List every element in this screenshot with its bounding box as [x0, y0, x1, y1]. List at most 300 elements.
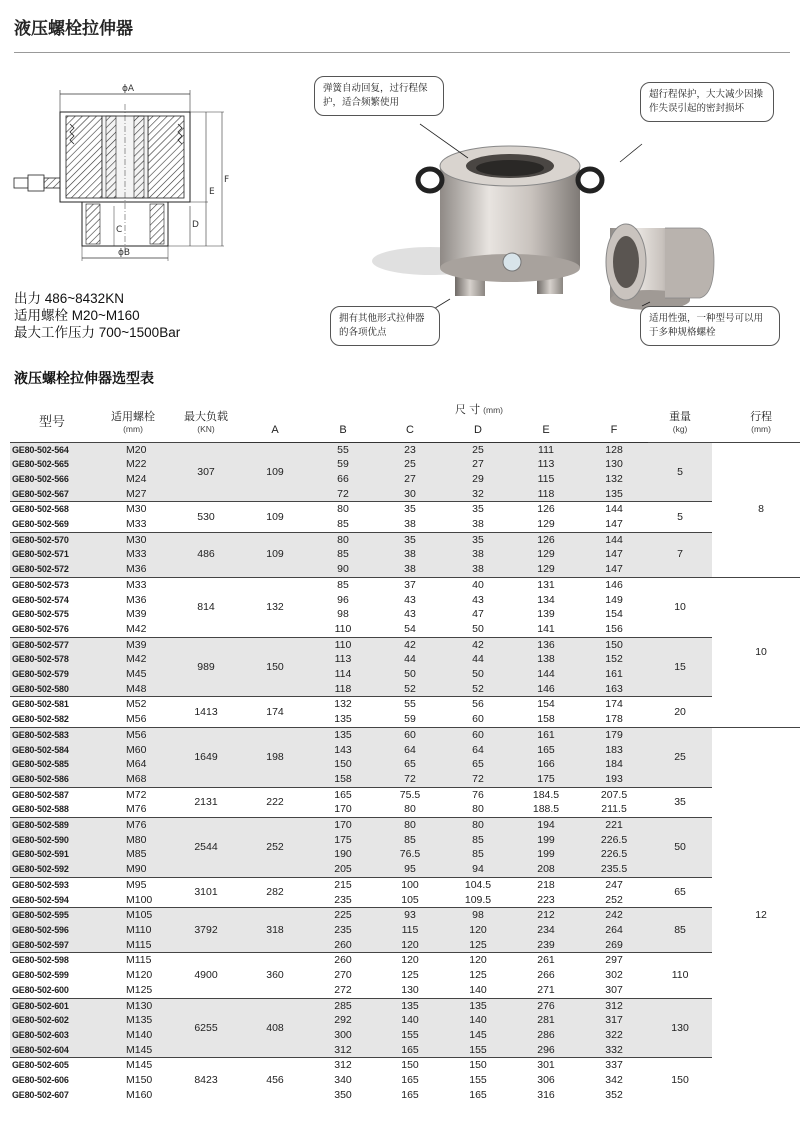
title-divider — [14, 52, 790, 53]
cell-f: 193 — [580, 772, 648, 787]
cell-f: 147 — [580, 547, 648, 562]
cell-b: 260 — [310, 953, 376, 968]
cell-stroke: 8 — [712, 442, 800, 577]
cell-model: GE80-502-598 — [10, 953, 94, 968]
cell-e: 141 — [537, 622, 555, 635]
cell-e: 146 — [512, 682, 580, 697]
cell-e: 212 — [512, 908, 580, 923]
cell-e: 306 — [537, 1074, 555, 1087]
cell-f: 226.5 — [580, 847, 648, 862]
table-row — [10, 998, 800, 1013]
cell-bolt: M27 — [94, 487, 172, 502]
cell-d: 60 — [444, 727, 512, 742]
cell-b: 170 — [310, 818, 376, 833]
cell-f: 144 — [580, 532, 648, 547]
cell-load: 3101 — [172, 877, 240, 907]
cell-bolt: M72 — [94, 787, 172, 802]
cell-model: GE80-502-576 — [12, 623, 69, 634]
cell-model: GE80-502-574 — [12, 594, 69, 605]
cell-c: 55 — [376, 697, 444, 712]
cell-f: 184 — [580, 757, 648, 772]
cell-weight: 35 — [648, 787, 712, 817]
cell-b: 235 — [334, 893, 352, 906]
cell-c: 115 — [376, 923, 444, 938]
cell-bolt: M145 — [94, 1058, 172, 1073]
cell-e: 199 — [512, 833, 580, 848]
cell-d: 98 — [444, 908, 512, 923]
cell-weight: 7 — [648, 532, 712, 577]
cell-f: 179 — [580, 727, 648, 742]
cell-bolt: M80 — [94, 833, 172, 848]
cell-b: 98 — [337, 608, 349, 621]
cell-d: 43 — [472, 593, 484, 606]
col-header-d: D — [444, 418, 512, 442]
cell-e: 175 — [512, 772, 580, 787]
cell-bolt: M42 — [94, 652, 172, 667]
cell-model: GE80-502-586 — [10, 772, 94, 787]
cell-bolt: M115 — [94, 953, 172, 968]
cell-bolt: M60 — [94, 743, 172, 758]
cell-a: 109 — [240, 502, 310, 532]
cell-f: 235.5 — [580, 862, 648, 877]
col-header-weight: 重量 (kg) — [669, 410, 692, 434]
cell-d: 125 — [469, 969, 487, 982]
cell-bolt: M56 — [126, 713, 147, 726]
cell-weight: 25 — [648, 727, 712, 787]
cell-c: 80 — [404, 803, 416, 816]
table-row — [10, 953, 800, 968]
selection-table-wrap — [10, 396, 790, 1102]
cell-model: GE80-502-573 — [10, 577, 94, 592]
cell-d: 125 — [444, 938, 512, 953]
cell-e: 115 — [512, 472, 580, 487]
col-header-stroke: 行程 (mm) — [750, 410, 773, 434]
cell-c: 150 — [376, 1058, 444, 1073]
cell-model: GE80-502-589 — [10, 818, 94, 833]
dim-label-f: F — [224, 175, 230, 185]
cell-a: 198 — [240, 727, 310, 787]
spec-list — [14, 290, 180, 341]
callout-spring-return: 弹簧自动回复，过行程保护，适合频繁使用 — [314, 76, 444, 116]
cell-bolt: M95 — [94, 877, 172, 892]
cell-f: 163 — [580, 682, 648, 697]
cell-f: 312 — [580, 998, 648, 1013]
callout-advantages: 拥有其他形式拉伸器的各项优点 — [330, 306, 440, 346]
cell-c: 43 — [404, 593, 416, 606]
cell-bolt: M24 — [94, 472, 172, 487]
cell-e: 199 — [512, 847, 580, 862]
col-header-b: B — [310, 418, 376, 442]
cell-b: 340 — [334, 1074, 352, 1087]
cell-b: 270 — [334, 969, 352, 982]
cell-e: 239 — [512, 938, 580, 953]
cell-e: 138 — [512, 652, 580, 667]
cell-f: 332 — [580, 1043, 648, 1058]
cell-b: 215 — [310, 877, 376, 892]
cell-b: 80 — [310, 532, 376, 547]
cell-load: 3792 — [172, 908, 240, 953]
cell-d: 42 — [444, 637, 512, 652]
cell-f: 269 — [580, 938, 648, 953]
cell-c: 72 — [376, 772, 444, 787]
cell-weight: 85 — [648, 908, 712, 953]
cell-e: 165 — [512, 743, 580, 758]
cell-load: 989 — [172, 637, 240, 697]
cell-e: 276 — [512, 998, 580, 1013]
cell-weight: 150 — [648, 1058, 712, 1103]
cell-b: 135 — [334, 713, 352, 726]
cell-c: 43 — [404, 608, 416, 621]
cell-c: 38 — [404, 518, 416, 531]
table-body — [10, 442, 800, 1102]
cell-b: 85 — [310, 577, 376, 592]
cell-load: 2131 — [172, 787, 240, 817]
cell-e: 129 — [537, 518, 555, 531]
cell-c: 65 — [376, 757, 444, 772]
cell-f: 128 — [580, 442, 648, 457]
cell-weight: 50 — [648, 818, 712, 878]
cell-f: 149 — [605, 593, 623, 606]
cell-d: 38 — [444, 562, 512, 577]
cell-f: 156 — [605, 622, 623, 635]
cell-f: 247 — [580, 877, 648, 892]
cell-f: 183 — [580, 743, 648, 758]
cell-model: GE80-502-578 — [10, 652, 94, 667]
cell-d: 32 — [444, 487, 512, 502]
cell-model: GE80-502-602 — [10, 1013, 94, 1028]
cell-f: 207.5 — [580, 787, 648, 802]
cell-e: 154 — [512, 697, 580, 712]
cell-b: 85 — [310, 547, 376, 562]
cell-bolt: M145 — [94, 1043, 172, 1058]
cell-d: 94 — [444, 862, 512, 877]
cell-bolt: M76 — [94, 818, 172, 833]
cell-bolt: M36 — [94, 562, 172, 577]
cell-c: 105 — [401, 893, 419, 906]
cell-model: GE80-502-587 — [10, 787, 94, 802]
cell-e: 286 — [512, 1028, 580, 1043]
cell-e: 301 — [512, 1058, 580, 1073]
cell-c: 155 — [376, 1028, 444, 1043]
cell-bolt: M120 — [126, 969, 153, 982]
cell-bolt: M56 — [94, 727, 172, 742]
cell-f: 161 — [580, 667, 648, 682]
cell-b: 55 — [310, 442, 376, 457]
cell-c: 80 — [376, 818, 444, 833]
cell-model: GE80-502-565 — [10, 457, 94, 472]
cell-b: 175 — [310, 833, 376, 848]
cell-bolt: M30 — [94, 532, 172, 547]
cell-e: 234 — [512, 923, 580, 938]
cell-f: 130 — [580, 457, 648, 472]
cell-bolt: M45 — [94, 667, 172, 682]
cell-d: 56 — [444, 697, 512, 712]
cell-a: 150 — [240, 637, 310, 697]
cell-b: 292 — [310, 1013, 376, 1028]
cell-bolt: M48 — [94, 682, 172, 697]
cell-a: 408 — [240, 998, 310, 1058]
cell-bolt: M125 — [126, 983, 153, 996]
cell-model: GE80-502-599 — [12, 970, 69, 981]
cell-load: 2544 — [172, 818, 240, 878]
cell-e: 129 — [512, 562, 580, 577]
cell-f: 226.5 — [580, 833, 648, 848]
cell-c: 135 — [376, 998, 444, 1013]
cell-a: 132 — [240, 577, 310, 637]
cell-model: GE80-502-577 — [10, 637, 94, 652]
cell-b: 170 — [334, 803, 352, 816]
cell-e: 316 — [537, 1088, 555, 1101]
cell-load: 307 — [172, 442, 240, 502]
cell-b: 110 — [334, 622, 352, 635]
table-row — [10, 818, 800, 833]
cell-model: GE80-502-582 — [12, 714, 69, 725]
cell-e: 266 — [537, 969, 555, 982]
cell-model: GE80-502-592 — [10, 862, 94, 877]
cell-bolt: M150 — [126, 1074, 153, 1087]
cell-model: GE80-502-600 — [12, 984, 69, 995]
cell-bolt: M36 — [126, 593, 147, 606]
col-header-f: F — [580, 418, 648, 442]
cell-d: 120 — [444, 953, 512, 968]
cell-e: 166 — [512, 757, 580, 772]
cell-e: 188.5 — [532, 803, 560, 816]
cell-c: 35 — [376, 532, 444, 547]
cell-d: 104.5 — [444, 877, 512, 892]
cell-d: 50 — [444, 667, 512, 682]
dim-label-d: D — [192, 220, 199, 230]
cell-f: 152 — [580, 652, 648, 667]
cell-bolt: M76 — [126, 803, 147, 816]
cell-load: 8423 — [172, 1058, 240, 1103]
cell-a: 282 — [240, 877, 310, 907]
cell-c: 25 — [376, 457, 444, 472]
cell-c: 125 — [401, 969, 419, 982]
cell-weight: 10 — [648, 577, 712, 637]
cell-e: 144 — [512, 667, 580, 682]
col-header-bolt: 适用螺栓 (mm) — [111, 410, 155, 434]
cell-b: 59 — [310, 457, 376, 472]
cell-model: GE80-502-607 — [12, 1089, 69, 1100]
cell-d: 38 — [472, 518, 484, 531]
cell-a: 360 — [240, 953, 310, 998]
cell-model: GE80-502-593 — [10, 877, 94, 892]
cell-model: GE80-502-572 — [10, 562, 94, 577]
col-header-e: E — [512, 418, 580, 442]
cell-f: 154 — [605, 608, 623, 621]
cell-b: 312 — [310, 1058, 376, 1073]
cell-model: GE80-502-569 — [12, 519, 69, 530]
cell-f: 144 — [580, 502, 648, 517]
col-header-load: 最大负载 (KN) — [184, 410, 228, 434]
cell-a: 318 — [240, 908, 310, 953]
cell-b: 312 — [310, 1043, 376, 1058]
cell-c: 27 — [376, 472, 444, 487]
cell-f: 322 — [580, 1028, 648, 1043]
selection-table — [10, 396, 800, 1102]
cell-c: 35 — [376, 502, 444, 517]
cell-f: 297 — [580, 953, 648, 968]
cell-model: GE80-502-564 — [10, 442, 94, 457]
cell-b: 272 — [334, 983, 352, 996]
cell-d: 135 — [444, 998, 512, 1013]
cell-load: 814 — [172, 577, 240, 637]
cell-b: 350 — [334, 1088, 352, 1101]
cell-load: 1413 — [172, 697, 240, 727]
cell-weight: 65 — [648, 877, 712, 907]
cell-a: 174 — [240, 697, 310, 727]
cell-bolt: M33 — [94, 577, 172, 592]
cell-e: 126 — [512, 502, 580, 517]
cell-e: 218 — [512, 877, 580, 892]
cell-weight: 15 — [648, 637, 712, 697]
cell-f: 317 — [580, 1013, 648, 1028]
cell-bolt: M140 — [94, 1028, 172, 1043]
cell-model: GE80-502-566 — [10, 472, 94, 487]
table-row — [10, 787, 800, 802]
cell-d: 52 — [444, 682, 512, 697]
cell-bolt: M135 — [94, 1013, 172, 1028]
cell-f: 147 — [580, 562, 648, 577]
cell-d: 120 — [444, 923, 512, 938]
cell-model: GE80-502-605 — [10, 1058, 94, 1073]
cell-b: 118 — [310, 682, 376, 697]
cell-c: 120 — [376, 953, 444, 968]
cell-bolt: M39 — [126, 608, 147, 621]
cell-d: 50 — [472, 622, 484, 635]
cell-model: GE80-502-594 — [12, 894, 69, 905]
spec-max-pressure: 最大工作压力 700~1500Bar — [14, 325, 181, 340]
table-row — [10, 877, 800, 892]
cell-f: 252 — [605, 893, 623, 906]
cell-load: 6255 — [172, 998, 240, 1058]
page-title: 液压螺栓拉伸器 — [14, 19, 133, 39]
table-title: 液压螺栓拉伸器选型表 — [14, 371, 154, 387]
cell-b: 225 — [310, 908, 376, 923]
cell-d: 76 — [444, 787, 512, 802]
cell-stroke: 12 — [712, 727, 800, 1102]
cell-a: 252 — [240, 818, 310, 878]
cell-d: 29 — [444, 472, 512, 487]
cell-c: 59 — [404, 713, 416, 726]
cell-e: 131 — [512, 577, 580, 592]
cell-b: 135 — [310, 727, 376, 742]
cell-f: 302 — [605, 969, 623, 982]
cell-b: 85 — [337, 518, 349, 531]
cell-e: 139 — [537, 608, 555, 621]
cell-c: 85 — [376, 833, 444, 848]
cell-f: 174 — [580, 697, 648, 712]
cell-d: 150 — [444, 1058, 512, 1073]
cell-b: 260 — [310, 938, 376, 953]
cell-bolt: M42 — [126, 622, 147, 635]
cell-model: GE80-502-580 — [10, 682, 94, 697]
cell-d: 80 — [444, 818, 512, 833]
cell-d: 47 — [472, 608, 484, 621]
cell-b: 110 — [310, 637, 376, 652]
cell-f: 342 — [605, 1074, 623, 1087]
cell-model: GE80-502-575 — [12, 609, 69, 620]
cell-model: GE80-502-596 — [10, 923, 94, 938]
cell-bolt: M130 — [94, 998, 172, 1013]
cell-d: 72 — [444, 772, 512, 787]
cell-f: 146 — [580, 577, 648, 592]
table-row — [10, 532, 800, 547]
cell-d: 27 — [444, 457, 512, 472]
cell-c: 52 — [376, 682, 444, 697]
cell-weight: 5 — [648, 442, 712, 502]
cell-model: GE80-502-579 — [10, 667, 94, 682]
cell-b: 113 — [310, 652, 376, 667]
cell-d: 80 — [472, 803, 484, 816]
cell-d: 25 — [444, 442, 512, 457]
cell-d: 85 — [444, 833, 512, 848]
cell-d: 85 — [444, 847, 512, 862]
cell-b: 132 — [310, 697, 376, 712]
cell-b: 72 — [310, 487, 376, 502]
cell-f: 135 — [580, 487, 648, 502]
cell-model: GE80-502-567 — [10, 487, 94, 502]
table-row — [10, 502, 800, 517]
cell-model: GE80-502-606 — [12, 1075, 69, 1086]
cell-b: 114 — [310, 667, 376, 682]
cell-c: 140 — [376, 1013, 444, 1028]
cell-b: 90 — [310, 562, 376, 577]
cell-a: 109 — [240, 532, 310, 577]
callout-overstroke-protection: 超行程保护，大大减少因操作失误引起的密封损坏 — [640, 82, 774, 122]
cell-model: GE80-502-601 — [10, 998, 94, 1013]
cell-e: 194 — [512, 818, 580, 833]
cell-model: GE80-502-583 — [10, 727, 94, 742]
cell-weight: 130 — [648, 998, 712, 1058]
cell-bolt: M33 — [94, 547, 172, 562]
cell-e: 223 — [537, 893, 555, 906]
table-row — [10, 697, 800, 712]
dim-label-c: C — [116, 225, 123, 235]
cell-c: 75.5 — [376, 787, 444, 802]
cell-model: GE80-502-595 — [10, 908, 94, 923]
cell-f: 307 — [605, 983, 623, 996]
cell-load: 4900 — [172, 953, 240, 998]
cell-c: 38 — [376, 547, 444, 562]
dim-label-b: ϕB — [118, 248, 131, 258]
cell-c: 95 — [376, 862, 444, 877]
cell-c: 60 — [376, 727, 444, 742]
cell-e: 158 — [537, 713, 555, 726]
cell-b: 80 — [310, 502, 376, 517]
cell-c: 165 — [401, 1088, 419, 1101]
cell-c: 50 — [376, 667, 444, 682]
cell-c: 54 — [404, 622, 416, 635]
cell-bolt: M39 — [94, 637, 172, 652]
cell-f: 178 — [605, 713, 623, 726]
cell-c: 37 — [376, 577, 444, 592]
cell-e: 113 — [512, 457, 580, 472]
cell-weight: 20 — [648, 697, 712, 727]
cell-bolt: M85 — [94, 847, 172, 862]
cell-c: 100 — [376, 877, 444, 892]
cell-c: 30 — [376, 487, 444, 502]
cell-load: 1649 — [172, 727, 240, 787]
cell-c: 38 — [376, 562, 444, 577]
cell-bolt: M33 — [126, 518, 147, 531]
cell-c: 64 — [376, 743, 444, 758]
cell-f: 242 — [580, 908, 648, 923]
cell-b: 150 — [310, 757, 376, 772]
cell-b: 285 — [310, 998, 376, 1013]
cell-f: 264 — [580, 923, 648, 938]
cell-c: 76.5 — [376, 847, 444, 862]
